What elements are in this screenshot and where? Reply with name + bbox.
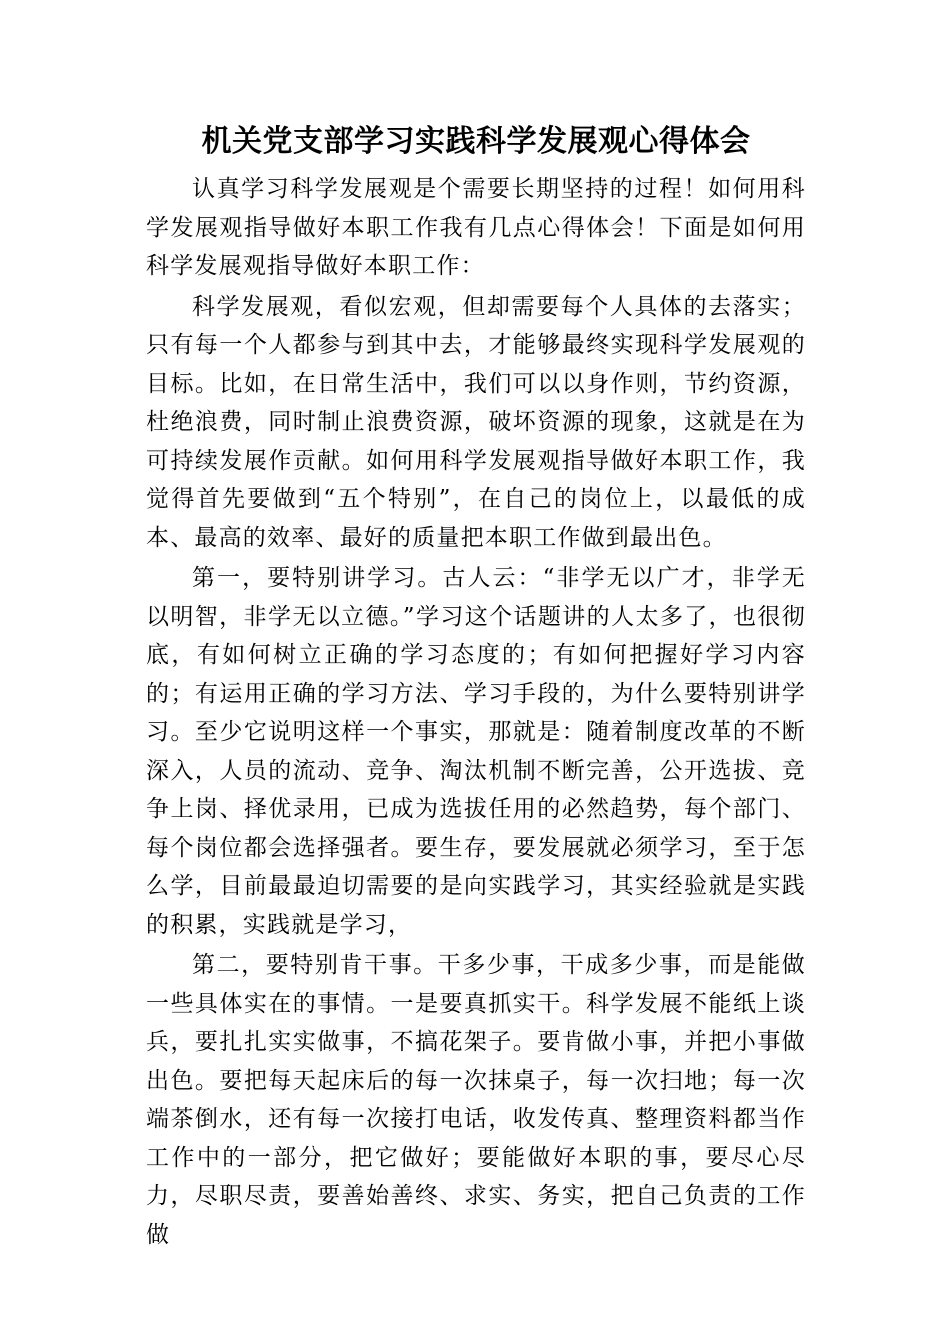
document-page: [146, 120, 806, 1256]
paragraph-intro: 认真学习科学发展观是个需要长期坚持的过程！如何用科学发展观指导做好本职工作我有几点心得体会！下面是如何用科学发展观指导做好本职工作：: [146, 176, 806, 279]
paragraph-first-point: 第一，要特别讲学习。古人云：“非学无以广才，非学无以明智，非学无以立德。”学习这个话题讲的人太多了，也很彻底，有如何树立正确的学习态度的；有如何把握好学习内容的；有运用正确的学习方法、学习手段的，为什么要特别讲学习。至少它说明这样一个事实，那就是：随着制度改革的不断深入，人员的流动、竞争、淘汰机制不断完善，公开选拔、竞争上岗、择优录用，已成为选拔任用的必然趋势，每个部门、每个岗位都会选择强者。要生存，要发展就必须学习，至于怎么学，目前最最迫切需要的是向实践学习，其实经验就是实践的积累，实践就是学习，: [146, 565, 806, 938]
paragraph-scientific-outlook: 科学发展观，看似宏观，但却需要每个人具体的去落实；只有每一个人都参与到其中去，才能够最终实现科学发展观的目标。比如，在日常生活中，我们可以以身作则，节约资源，杜绝浪费，同时制止浪费资源，破坏资源的现象，这就是在为可持续发展作贡献。如何用科学发展观指导做好本职工作，我觉得首先要做到“五个特别”，在自己的岗位上，以最低的成本、最高的效率、最好的质量把本职工作做到最出色。: [146, 293, 806, 551]
paragraph-second-point: 第二，要特别肯干事。干多少事，干成多少事，而是能做一些具体实在的事情。一是要真抓实干。科学发展不能纸上谈兵，要扎扎实实做事，不搞花架子。要肯做小事，并把小事做出色。要把每天起床后的每一次抹桌子，每一次扫地；每一次端茶倒水，还有每一次接打电话，收发传真、整理资料都当作工作中的一部分，把它做好；要能做好本职的事，要尽心尽力，尽职尽责，要善始善终、求实、务实，把自己负责的工作做: [146, 952, 806, 1248]
document-title: 机关党支部学习实践科学发展观心得体会: [201, 124, 751, 159]
